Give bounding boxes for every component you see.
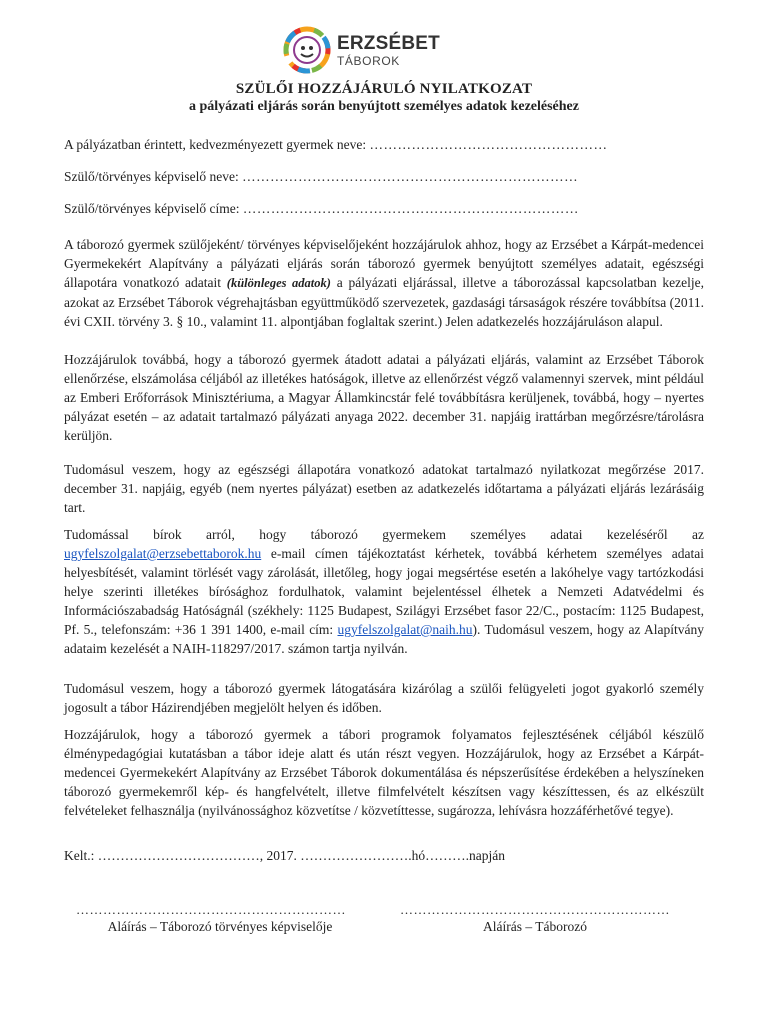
document-title: SZÜLŐI HOZZÁJÁRULÓ NYILATKOZAT — [235, 81, 533, 97]
field-label: Szülő/törvényes képviselő címe: — [64, 201, 240, 216]
paragraph-data-transfer: Hozzájárulok továbbá, hogy a táborozó gyermek átadott adatai a pályázati eljárás, valamint az Erzsébet Táborok ellenőrzése, elszámolása céljából az illetékes hatóságok, illetve az ellenőrzést végző valamennyi szervek, mint például az Emberi Erőforrások Minisztériuma, a Magyar Államkincstár felé továbbításra kerüljenek, továbbá, hogy – nyertes pályázat esetén – az adatait tartalmazó pályázati anyaga 2022. december 31. napjáig irattárban megőrzésre/tárolásra kerüljön. — [64, 352, 704, 443]
logo-line2: TÁBOROK — [337, 53, 400, 68]
paragraph-rights: Tudomással bírok arról, hogy táborozó gyermekem személyes adatai kezeléséről az ugyfelszolgalat@erzsebettaborok.hu e-mail címen tájékoztatást kérhetek, továbbá kérhetem személyes adatai helyesbítését, valamint törlését vagy zárolását, illetőleg, hogy jogai megsértése esetén a lakóhelye vagy tartózkodási helye szerinti illetékes bírósághoz fordulhatok, valamint bejelentéssel élhetek a Nemzeti Adatvédelmi és Információszabadság Hatóságnál (székhely: 1125 Budapest, Szilágyi Erzsébet fasor 22/C., postacím: 1125 Budapest, Pf. 5., telefonszám: +36 1 391 1400, e-mail cím: ugyfelszolgalat@naih.hu). Tudomásul veszem, hogy az Alapítvány adataim kezelését a NAIH-118297/2017. számon tartja nyilván. — [64, 527, 704, 656]
erzsebet-taborok-logo — [283, 24, 483, 76]
field-blank[interactable]: ……………………………………………………………… — [242, 169, 579, 184]
logo-line1: ERZSÉBET — [337, 32, 440, 54]
email-link-erzsebet[interactable]: ugyfelszolgalat@erzsebettaborok.hu — [64, 546, 262, 561]
field-child-name[interactable] — [64, 137, 607, 153]
signature-label-camper: Aláírás – Táborozó — [483, 919, 587, 934]
field-blank[interactable]: ……………………………………………………………… — [242, 201, 579, 216]
signature-line-guardian[interactable]: …………………………………………………… — [76, 902, 346, 917]
signature-line-camper[interactable]: …………………………………………………… — [400, 902, 670, 917]
month-blank[interactable]: ……………………. — [300, 848, 412, 863]
place-blank[interactable]: ……………………………… — [97, 848, 260, 863]
field-label: Szülő/törvényes képviselő neve: — [64, 169, 239, 184]
paragraph-visiting-rights: Tudomásul veszem, hogy a táborozó gyermek látogatására kizárólag a szülői felügyeleti jogot gyakorló személy jogosult a tábor Házirendjében megjelölt helyen és időben. — [64, 681, 704, 715]
document-subtitle: a pályázati eljárás során benyújtott személyes adatok kezeléséhez — [189, 99, 579, 114]
email-link-naih[interactable]: ugyfelszolgalat@naih.hu — [337, 622, 473, 637]
day-blank[interactable]: ………. — [425, 848, 469, 863]
logo-emblem-icon — [283, 26, 331, 74]
field-label: A pályázatban érintett, kedvezményezett gyermek neve: — [64, 137, 367, 152]
field-parent-name[interactable] — [64, 169, 578, 185]
logo-wordmark — [337, 34, 440, 67]
special-data-note: (különleges adatok) — [226, 276, 331, 290]
field-blank[interactable]: …………………………………………… — [369, 137, 608, 152]
paragraph-retention: Tudomásul veszem, hogy az egészségi állapotára vonatkozó adatokat tartalmazó nyilatkozat megőrzése 2017. december 31. napjáig, egyéb (nem nyertes pályázat) esetben az adatkezelés időtartama a pályázati eljárás lezárásáig tart. — [64, 462, 704, 515]
paragraph-research-and-media: Hozzájárulok, hogy a táborozó gyermek a tábori programok folyamatos fejlesztésének céljából készülő élménypedagógiai kutatásban a tábor ideje alatt és után részt vegyen. Hozzájárulok, hogy az Erzsébet a Kárpát-medencei Gyermekekért Alapítvány az Erzsébet Táborok dokumentálása és népszerűsítése érdekében a helyszíneken táborozó gyermekemről kép- és hangfelvételt, illetve filmfelvételt készítsen vagy készíttessen, és az elkészült felvételeket felhasználja (nyilvánossághoz közvetítse / közvetíttesse, sugározza, lehívásra hozzáférhetővé tegye). — [64, 727, 704, 818]
date-line: Kelt.: ………………………………, 2017. …………………….hó……….napján — [64, 848, 505, 863]
signature-label-guardian: Aláírás – Táborozó törvényes képviselője — [107, 919, 333, 934]
field-parent-address[interactable] — [64, 201, 579, 217]
paragraph-consent-data-handling: A táborozó gyermek szülőjeként/ törvényes képviselőjeként hozzájárulok ahhoz, hogy az Erzsébet a Kárpát-medencei Gyermekekért Alapítvány a pályázati eljárás során táborozó gyermek benyújtott személyes adatait, egészségi állapotára vonatkozó adatait (különleges adatok) a pályázati eljárással, illetve a táborozással kapcsolatban kezelje, azokat az Erzsébet Táborok végrehajtásban együttműködő szervezetek, gazdasági társaságok részére továbbítsa (2011. évi CXII. törvény 3. § 10., valamint 11. alpontjában foglaltak szerint.) Jelen adatkezelés hozzájáruláson alapul. — [64, 237, 704, 329]
